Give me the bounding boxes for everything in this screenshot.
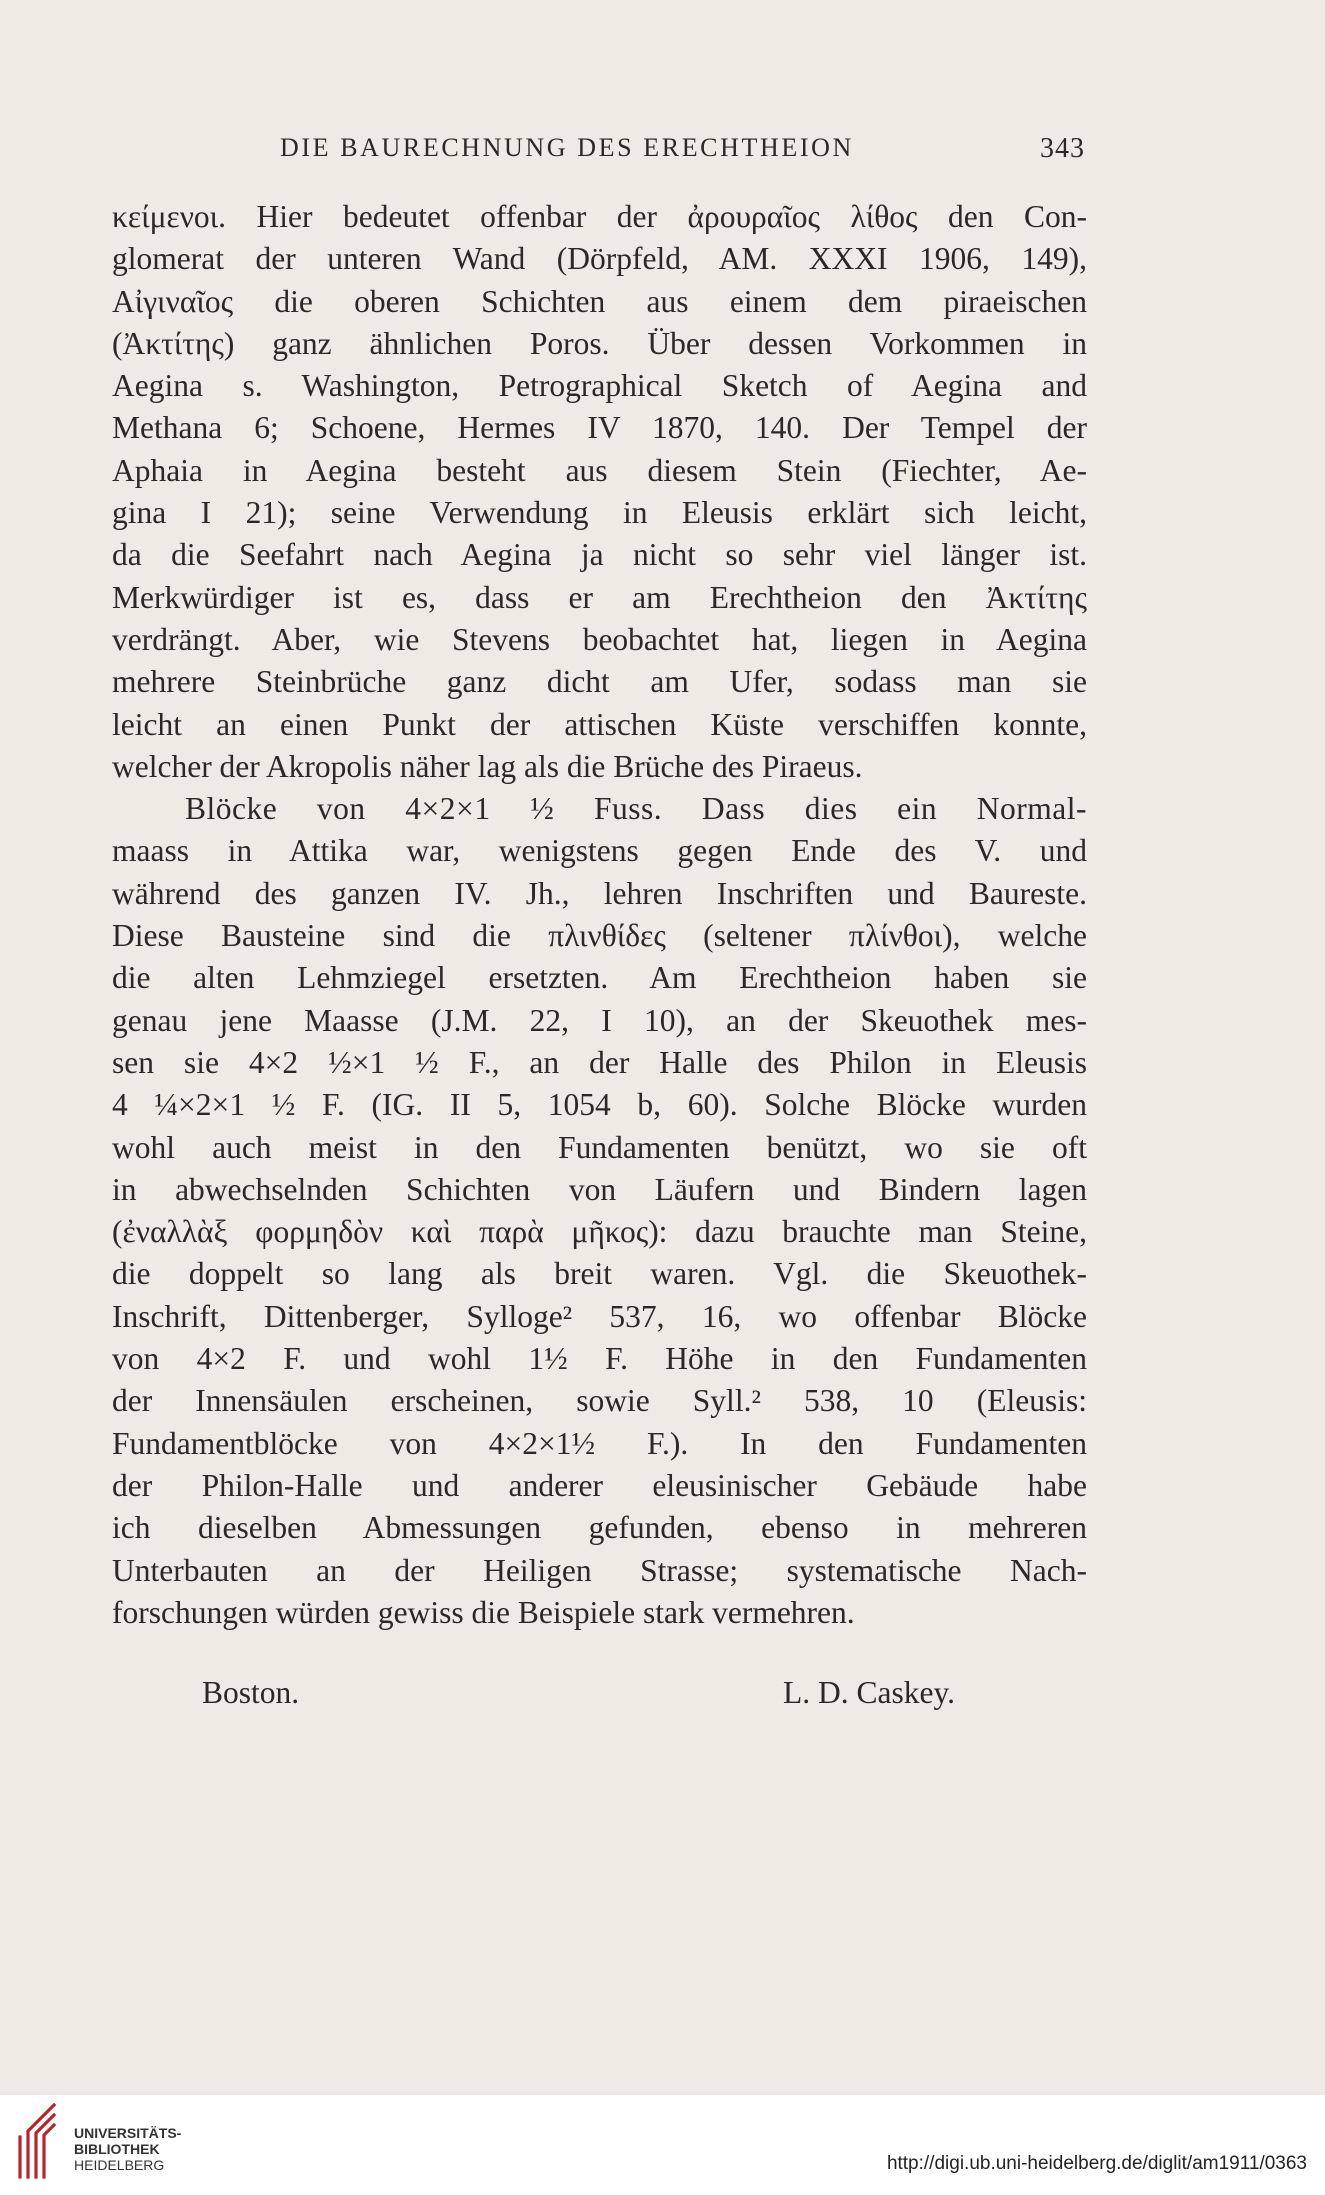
running-title: DIE BAURECHNUNG DES ERECHTHEION <box>280 133 854 162</box>
text-line: während des ganzen IV. Jh., lehren Inschriften und Baureste. <box>112 875 1087 911</box>
text-line: Merkwürdiger ist es, dass er am Erechtheion den Ἀκτίτης <box>112 579 1087 615</box>
text-line: forschungen würden gewiss die Beispiele stark vermehren. <box>112 1594 855 1630</box>
text-line: glomerat der unteren Wand (Dörpfeld, AM. XXXI 1906, 149), <box>112 241 1087 277</box>
library-name-line: HEIDELBERG <box>74 2157 165 2173</box>
text-line: die doppelt so lang als breit waren. Vgl. die Skeuothek- <box>112 1256 1087 1292</box>
text-line: (Ἀκτίτης) ganz ähnlichen Poros. Über dessen Vorkommen in <box>112 325 1087 361</box>
text-line: maass in Attika war, wenigstens gegen Ende des V. und <box>112 833 1087 869</box>
text-line: Unterbauten an der Heiligen Strasse; systematische Nach- <box>112 1552 1087 1588</box>
text-line: welcher der Akropolis näher lag als die Brüche des Piraeus. <box>112 748 863 784</box>
text-line: Fundamentblöcke von 4×2×1½ F.). In den Fundamenten <box>112 1425 1087 1461</box>
text-line: Methana 6; Schoene, Hermes IV 1870, 140. Der Tempel der <box>112 410 1087 446</box>
text-line: sen sie 4×2 ½×1 ½ F., an der Halle des Philon in Eleusis <box>112 1044 1087 1080</box>
heidelberg-library-logo-icon <box>14 2097 58 2185</box>
body-text <box>112 196 1087 1634</box>
text-line: der Philon-Halle und anderer eleusinischer Gebäude habe <box>112 1467 1087 1503</box>
text-line: Αἰγιναῖος die oberen Schichten aus einem dem piraeischen <box>112 283 1087 319</box>
page-number: 343 <box>1040 133 1085 164</box>
text-line: verdrängt. Aber, wie Stevens beobachtet hat, liegen in Aegina <box>112 621 1087 657</box>
signature-author: L. D. Caskey. <box>783 1675 956 1710</box>
text-line: Aegina s. Washington, Petrographical Sketch of Aegina and <box>112 368 1087 404</box>
library-name <box>74 2125 181 2173</box>
text-line: da die Seefahrt nach Aegina ja nicht so sehr viel länger ist. <box>112 537 1087 573</box>
text-line: κείμενοι. Hier bedeutet offenbar der ἀρουραῖος λίθος den Con- <box>112 199 1087 234</box>
text-line: die alten Lehmziegel ersetzten. Am Erechtheion haben sie <box>112 960 1087 996</box>
text-line: der Innensäulen erscheinen, sowie Syll.² 538, 10 (Eleusis: <box>112 1383 1087 1419</box>
text-line: ich dieselben Abmessungen gefunden, ebenso in mehreren <box>112 1510 1087 1546</box>
signature <box>0 1675 1325 1717</box>
text-line: (ἐναλλὰξ φορμηδὸν καὶ παρὰ μῆκος): dazu brauchte man Steine, <box>112 1214 1087 1250</box>
library-name-line: UNIVERSITÄTS- <box>74 2125 182 2141</box>
text-line: Blöcke von 4×2×1 ½ Fuss. Dass dies ein Normal- <box>185 791 1087 827</box>
signature-place: Boston. <box>202 1675 300 1710</box>
text-line: wohl auch meist in den Fundamenten benützt, wo sie oft <box>112 1129 1087 1165</box>
text-line: Aphaia in Aegina besteht aus diesem Stein (Fiechter, Ae- <box>112 452 1087 488</box>
library-name-line: BIBLIOTHEK <box>74 2141 160 2157</box>
text-line: in abwechselnden Schichten von Läufern und Bindern lagen <box>112 1171 1087 1207</box>
text-line: gina I 21); seine Verwendung in Eleusis erklärt sich leicht, <box>112 495 1087 531</box>
text-line: leicht an einen Punkt der attischen Küste verschiffen konnte, <box>112 706 1087 742</box>
text-line: Inschrift, Dittenberger, Sylloge² 537, 16, wo offenbar Blöcke <box>112 1298 1087 1334</box>
text-line: 4 ¼×2×1 ½ F. (IG. II 5, 1054 b, 60). Solche Blöcke wurden <box>112 1087 1087 1123</box>
text-line: von 4×2 F. und wohl 1½ F. Höhe in den Fundamenten <box>112 1341 1087 1377</box>
text-line: genau jene Maasse (J.M. 22, I 10), an der Skeuothek mes- <box>112 1002 1087 1038</box>
page-header <box>0 133 1325 177</box>
text-line: mehrere Steinbrüche ganz dicht am Ufer, sodass man sie <box>112 664 1087 700</box>
source-url-link[interactable]: http://digi.ub.uni-heidelberg.de/diglit/am1911/0363 <box>886 2153 1307 2174</box>
digitization-footer <box>0 2095 1325 2195</box>
text-line: Diese Bausteine sind die πλινθίδες (seltener πλίνθοι), welche <box>112 918 1087 954</box>
